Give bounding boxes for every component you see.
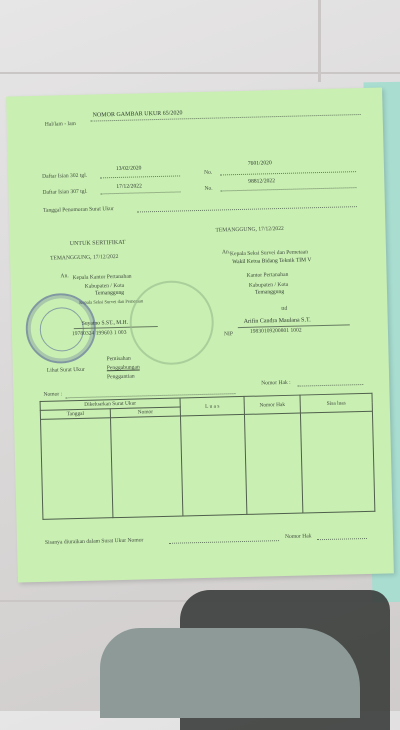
dotted-line bbox=[137, 206, 357, 212]
right-office-line: Kepala Seksi Survei dan Pemetaan bbox=[229, 249, 309, 258]
table-header-sisa-luas: Sisa luas bbox=[300, 393, 372, 413]
watermark-emblem bbox=[129, 280, 215, 366]
left-signer-name: Suyatno S.ST., M.H. bbox=[81, 319, 129, 327]
daftar-isian-302-date: 13/02/2020 bbox=[115, 165, 142, 173]
untuk-sertifikat-heading: UNTUK SERTIFIKAT bbox=[69, 239, 126, 248]
stamp-inner-ring bbox=[39, 307, 84, 352]
footer-text: Sisanya diuraikan dalam Surat Ukur Nomor bbox=[44, 537, 144, 546]
table-cell bbox=[41, 418, 113, 520]
table-cell bbox=[110, 416, 182, 518]
lihat-option: Pemisahan bbox=[106, 355, 131, 363]
no-label: No. bbox=[203, 169, 213, 176]
no-label: No. bbox=[204, 185, 213, 192]
left-office-line: Temanggung bbox=[94, 289, 125, 297]
daftar-isian-307-date: 17/12/2022 bbox=[116, 183, 142, 190]
footer-nomor-hak: Nomor Hak bbox=[284, 533, 312, 540]
table-cell bbox=[300, 411, 374, 513]
daftar-isian-307-label: Daftar Isian 307 tgl. bbox=[42, 188, 88, 196]
left-an: An. bbox=[60, 273, 69, 280]
right-an: An. bbox=[221, 249, 231, 256]
table-cell bbox=[244, 413, 302, 514]
dotted-line bbox=[220, 171, 356, 175]
right-ttd: ttd bbox=[281, 305, 288, 313]
dotted-line bbox=[100, 175, 180, 178]
right-office-line: Wakil Ketua Bidang Teknik TIM V bbox=[232, 257, 312, 266]
dotted-line bbox=[169, 540, 279, 544]
right-nip-label: NIP bbox=[223, 331, 234, 338]
surat-ukur-table bbox=[40, 393, 376, 520]
nomor-label: Nomor : bbox=[43, 391, 63, 398]
right-signer-name: Arifin Candra Maulana S.T. bbox=[243, 317, 311, 325]
floor-tile-seam bbox=[318, 0, 321, 82]
table-header-luas: L u a s bbox=[180, 396, 244, 416]
dotted-line bbox=[220, 187, 356, 191]
no-value: 98812/2022 bbox=[248, 178, 276, 185]
tanggal-penomoran-label: Tanggal Penomoran Surat Ukur bbox=[42, 206, 114, 214]
lihat-surat-ukur-label: Lihat Surat Ukur bbox=[46, 366, 85, 374]
left-office-line: Kepala Kantor Pertanahan bbox=[72, 273, 132, 282]
dotted-line bbox=[297, 384, 363, 387]
lihat-option: Penggabungan bbox=[106, 364, 140, 372]
table-header-dikeluarkan: Dikeluarkan Surat Ukur bbox=[40, 398, 180, 410]
no-value: 7601/2020 bbox=[247, 160, 272, 167]
left-nip: 19780324 199603 1 003 bbox=[71, 329, 127, 338]
table-header-nomor: Nomor bbox=[110, 407, 180, 418]
dotted-line bbox=[317, 538, 367, 540]
left-office-line: Kabupaten / Kota bbox=[84, 282, 125, 290]
right-office-line: Kabupaten / Kota bbox=[248, 281, 289, 289]
table-header-tanggal: Tanggal bbox=[40, 409, 110, 420]
certificate-page bbox=[6, 87, 394, 582]
table-cell bbox=[180, 414, 246, 516]
nomor-hak-label: Nomor Hak : bbox=[261, 379, 291, 387]
right-nip: 19830109200801 1002 bbox=[249, 327, 302, 335]
left-office-line: Kepala Seksi Survei dan Pemetaan bbox=[79, 298, 144, 305]
left-place-date: TEMANGGUNG, 17/12/2022 bbox=[50, 253, 119, 262]
document-title: NOMOR GAMBAR UKUR 65/2020 bbox=[92, 110, 183, 119]
lihat-option: Penggantian bbox=[106, 373, 135, 381]
table-header-nomor-hak: Nomor Hak bbox=[244, 395, 300, 414]
right-office-line: Temanggung bbox=[254, 288, 285, 296]
photographer-hand bbox=[100, 628, 360, 718]
dotted-line bbox=[101, 191, 181, 194]
right-place-date: TEMANGGUNG, 17/12/2022 bbox=[215, 225, 284, 234]
header-label: Hal/lam - lam bbox=[44, 120, 76, 128]
right-office-line: Kantor Pertanahan bbox=[246, 271, 289, 279]
floor-tile-seam bbox=[0, 72, 400, 74]
daftar-isian-302-label: Daftar Isian 302 tgl. bbox=[42, 172, 88, 180]
